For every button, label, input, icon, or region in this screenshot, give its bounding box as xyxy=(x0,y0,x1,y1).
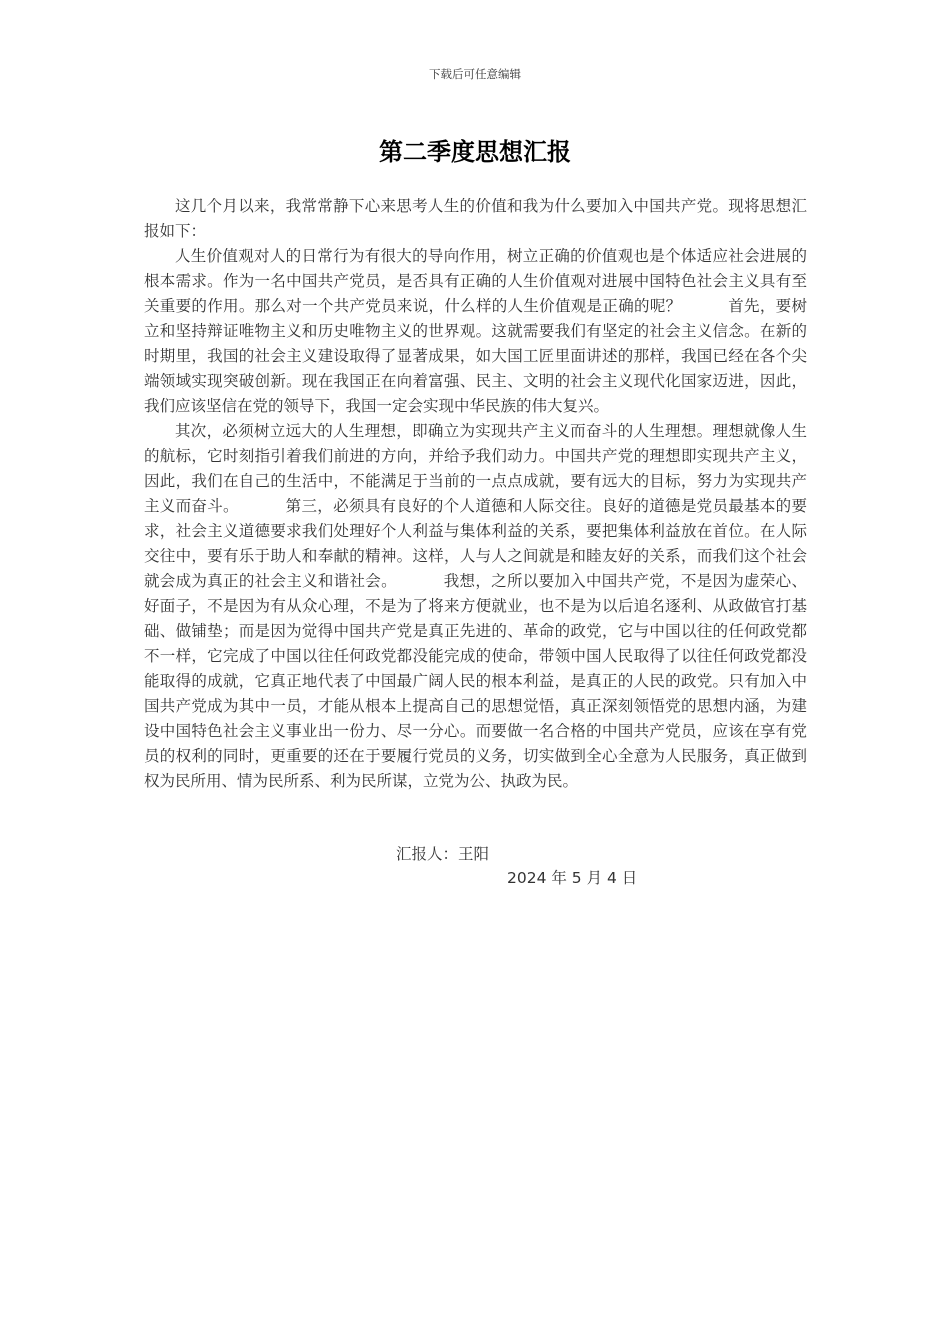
header-note: 下载后可任意编辑 xyxy=(429,67,521,81)
document-body xyxy=(144,194,807,794)
paragraph-morality-text: 第三，必须具有良好的个人道德和人际交往。良好的道德是党员最基本的要求，社会主义道德要求我们处理好个人利益与集体利益的关系，要把集体利益放在首位。在人际交往中，要有乐于助人和奉献的精神。这样，人与人之间就是和睦友好的关系，而我们这个社会就会成为真正的社会主义和谐社会。 xyxy=(144,497,807,590)
paragraph-motivation-text: 我想，之所以要加入中国共产党，不是因为虚荣心、好面子，不是因为有从众心理，不是为了将来方便就业，也不是为以后追名逐利、从政做官打基础、做铺垫；而是因为觉得中国共产党是真正先进的、革命的政党，它与中国以往的任何政党都不一样，它完成了中国以往任何政党都没能完成的使命，带领中国人民取得了以往任何政党都没能取得的成就，它真正地代表了中国最广阔人民的根本利益，是真正的人民的政党。只有加入中国共产党成为其中一员，才能从根本上提高自己的思想觉悟，真正深刻领悟党的思想内涵，为建设中国特色社会主义事业出一份力、尽一分心。而要做一名合格的中国共产党员，应该在享有党员的权利的同时，更重要的还在于要履行党员的义务，切实做到全心全意为人民服务，真正做到权为民所用、情为民所系、利为民所谋，立党为公、执政为民。 xyxy=(144,572,807,790)
report-date: 2024 年 5 月 4 日 xyxy=(507,869,638,887)
reporter-signature: 汇报人：王阳 xyxy=(396,845,490,863)
paragraph-worldview-text: 首先，要树立和坚持辩证唯物主义和历史唯物主义的世界观。这就需要我们有坚定的社会主义信念。在新的时期里，我国的社会主义建设取得了显著成果，如大国工匠里面讲述的那样，我国已经在各个尖端领域实现突破创新。现在我国正在向着富强、民主、文明的社会主义现代化国家迈进，因此，我们应该坚信在党的领导下，我国一定会实现中华民族的伟大复兴。 xyxy=(144,297,807,415)
paragraph-ideals xyxy=(144,419,807,794)
paragraph-ideals-text: 其次，必须树立远大的人生理想，即确立为实现共产主义而奋斗的人生理想。理想就像人生的航标，它时刻指引着我们前进的方向，并给予我们动力。中国共产党的理想即实现共产主义，因此，我们在自己的生活中，不能满足于当前的一点点成就，要有远大的目标，努力为实现共产主义而奋斗。 xyxy=(144,422,807,515)
paragraph-values-text: 人生价值观对人的日常行为有很大的导向作用，树立正确的价值观也是个体适应社会进展的根本需求。作为一名中国共产党员，是否具有正确的人生价值观对进展中国特色社会主义具有至关重要的作用。那么对一个共产党员来说，什么样的人生价值观是正确的呢？ xyxy=(144,247,807,315)
document-title: 第二季度思想汇报 xyxy=(379,138,571,166)
intro-paragraph: 这几个月以来，我常常静下心来思考人生的价值和我为什么要加入中国共产党。现将思想汇报如下： xyxy=(144,197,807,240)
paragraph-values xyxy=(144,244,807,419)
